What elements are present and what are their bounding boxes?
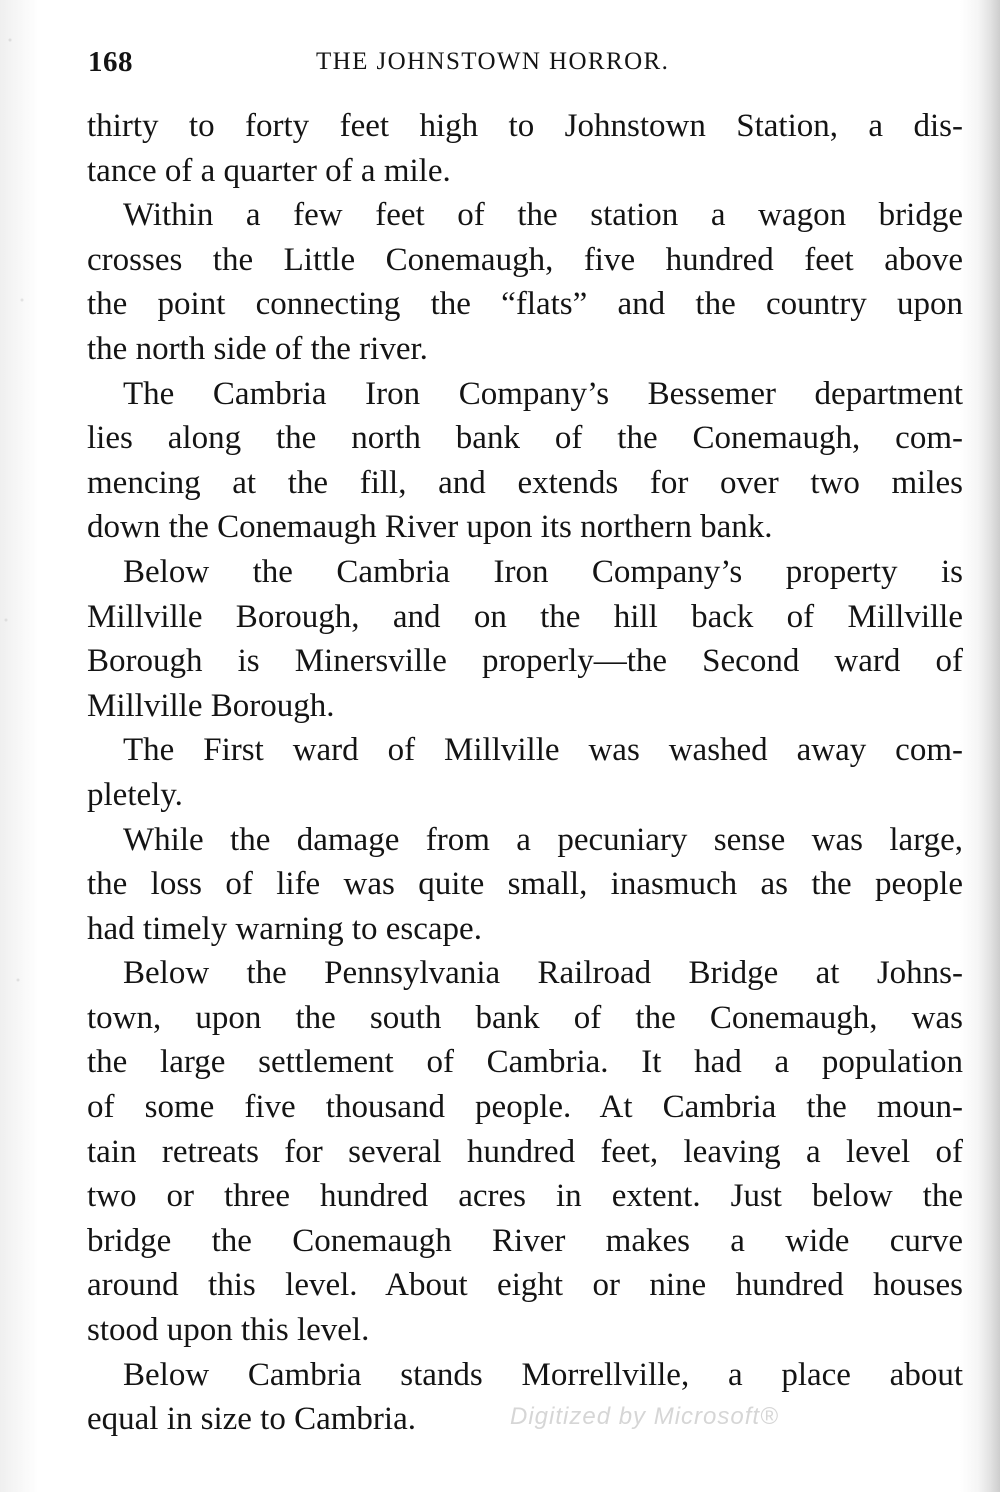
- page-number: 168: [88, 46, 133, 78]
- text-line: the large settlement of Cambria. It had a population: [87, 1044, 963, 1081]
- body-text: [87, 104, 963, 1442]
- text-line: The Cambria Iron Company’s Bessemer department: [123, 375, 963, 412]
- running-title: THE JOHNSTOWN HORROR.: [316, 48, 670, 75]
- text-line: mencing at the fill, and extends for over two miles: [87, 464, 963, 501]
- text-line: While the damage from a pecuniary sense was large,: [123, 821, 963, 858]
- digitization-watermark: Digitized by Microsoft®: [510, 1403, 779, 1430]
- text-line: crosses the Little Conemaugh, five hundred feet above: [87, 241, 963, 278]
- page-header: [88, 42, 968, 82]
- text-line: lies along the north bank of the Conemaugh, com-: [87, 420, 963, 457]
- text-line: the north side of the river.: [87, 330, 428, 367]
- text-line: tain retreats for several hundred feet, leaving a level of: [87, 1133, 963, 1170]
- text-line: around this level. About eight or nine hundred houses: [87, 1267, 963, 1304]
- text-line: the point connecting the “flats” and the country upon: [87, 286, 963, 323]
- text-line: pletely.: [87, 776, 183, 813]
- scan-edge-right: [960, 0, 1000, 1492]
- text-line: two or three hundred acres in extent. Just below the: [87, 1178, 963, 1215]
- text-line: the loss of life was quite small, inasmuch as the people: [87, 866, 963, 903]
- text-line: Below the Pennsylvania Railroad Bridge at Johns-: [123, 955, 963, 992]
- text-line: tance of a quarter of a mile.: [87, 152, 451, 189]
- text-line: stood upon this level.: [87, 1312, 370, 1349]
- text-line: Within a few feet of the station a wagon bridge: [123, 197, 963, 234]
- text-line: equal in size to Cambria.: [87, 1401, 416, 1438]
- text-line: Below Cambria stands Morrellville, a place about: [123, 1356, 963, 1393]
- text-line: down the Conemaugh River upon its northern bank.: [87, 509, 773, 546]
- text-line: Below the Cambria Iron Company’s property is: [123, 553, 963, 590]
- text-line: The First ward of Millville was washed away com-: [123, 732, 963, 769]
- text-line: bridge the Conemaugh River makes a wide curve: [87, 1222, 963, 1259]
- paragraph: [87, 372, 963, 550]
- text-line: thirty to forty feet high to Johnstown Station, a dis-: [87, 108, 963, 144]
- text-line: Millville Borough, and on the hill back of Millville: [87, 598, 963, 635]
- paragraph: [87, 728, 963, 817]
- paragraph: [87, 193, 963, 371]
- text-line: Borough is Minersville properly—the Second ward of: [87, 643, 963, 680]
- paragraph: [87, 104, 963, 193]
- paragraph: [87, 951, 963, 1352]
- text-line: of some five thousand people. At Cambria the moun-: [87, 1089, 963, 1126]
- text-line: town, upon the south bank of the Conemaugh, was: [87, 999, 963, 1036]
- paragraph: [87, 550, 963, 728]
- scan-edge-left: [0, 0, 38, 1492]
- text-line: had timely warning to escape.: [87, 910, 482, 947]
- text-line: Millville Borough.: [87, 687, 335, 724]
- paragraph: [87, 818, 963, 952]
